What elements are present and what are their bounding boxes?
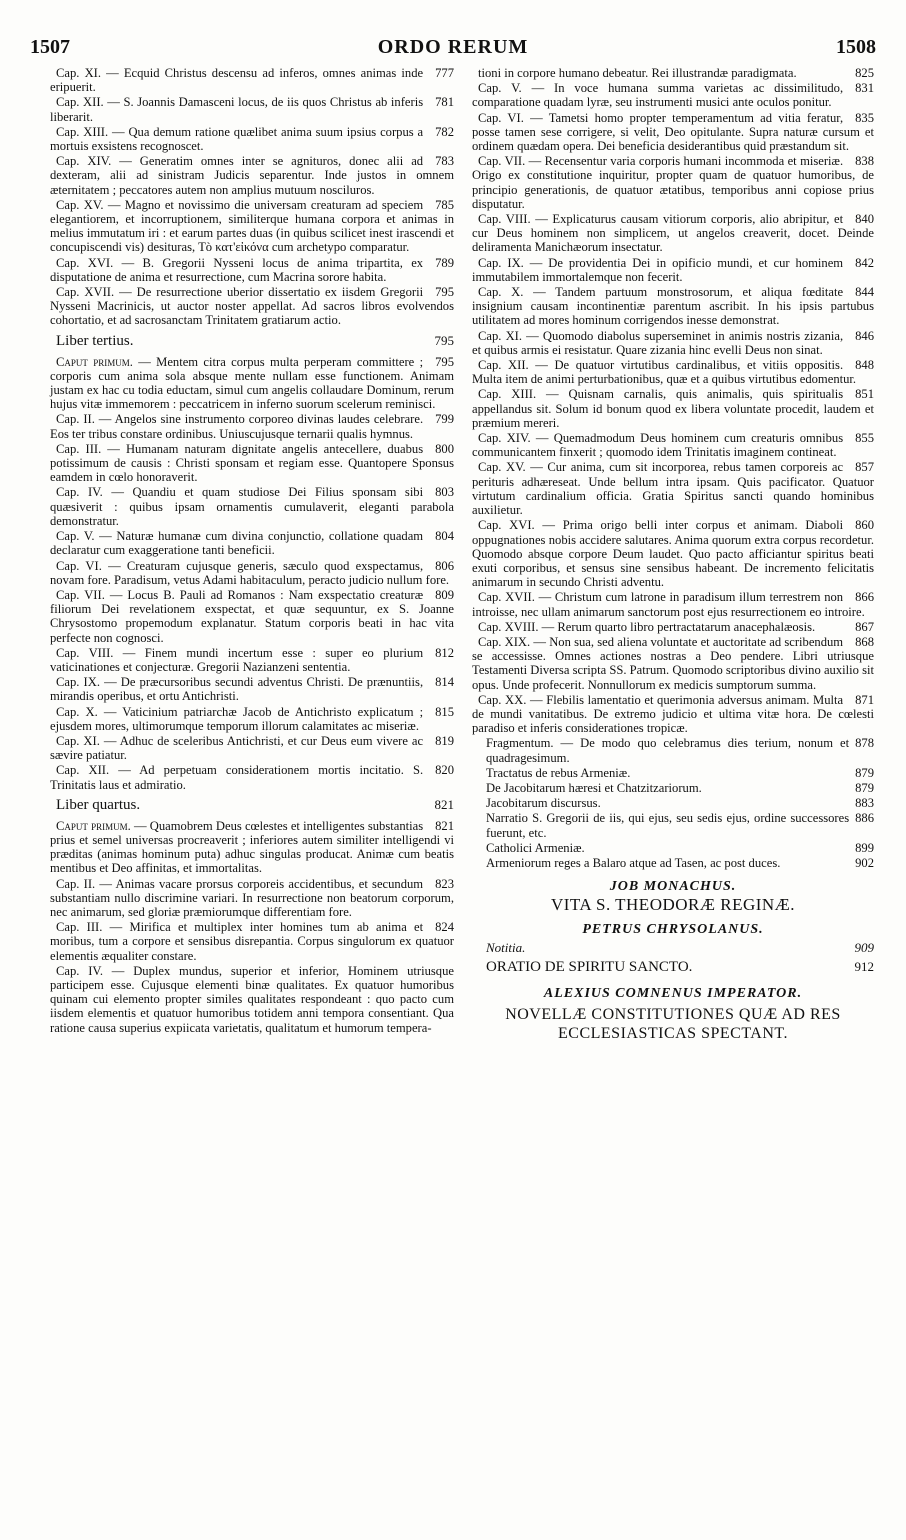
toc-entry-text: Cap. XI. — Quomodo diabolus superseminet in animis nostris zizania, et quibus armis ei resistatur. Quare zizania hinc evelli Deus non sinat. xyxy=(472,328,844,357)
toc-entry xyxy=(50,198,454,255)
toc-entry xyxy=(472,212,874,255)
toc-page-ref: 820 xyxy=(435,763,454,778)
toc-entry-text: Cap. XVIII. — Rerum quarto libro pertractatarum anacephalæosis. xyxy=(478,619,816,634)
toc-entry-text: Cap. XIV. — Generatim omnes inter se agnituros, donec alii ad dexteram, alii ad sinistram Judicis separentur. Inde justos in omnem æternitatem ; peccatores autem non amplius mutuum nosciluros. xyxy=(50,154,454,197)
toc-entry-text: Cap. II. — Angelos sine instrumento corporeo divinas laudes celebrare. Eos ter tribus constare ordinibus. Uniuscujusque ternarii qualis hymnus. xyxy=(50,412,424,441)
toc-entry-text: Cap. XVII. — De resurrectione uberior dissertatio ex iisdem Gregorii Nysseni Macrinicis, ut auctor noster appellat. Ad sacros libros evolvendos cohortatio, et ad sacrosanctam Trinitatem gratiarum actio. xyxy=(50,285,454,328)
book-page-ref: 795 xyxy=(434,332,454,348)
toc-page-ref: 800 xyxy=(435,441,454,456)
toc-page-ref: 878 xyxy=(855,736,874,751)
right-top-entries xyxy=(472,66,874,735)
toc-entry-text: Cap. VI. — Tametsi homo propter temperamentum ad vitia feratur, posse tamen sese corrigere, si velit, Deo opitulante. Supra naturæ cursum et ordinem quædam opera. Dei beneficia desiderantibus quid præstandum sit. xyxy=(472,110,874,154)
toc-entry xyxy=(472,635,874,692)
book-title-tertius xyxy=(56,334,454,352)
toc-page-ref: 871 xyxy=(855,692,874,707)
toc-entry xyxy=(50,734,454,762)
toc-page-ref: 804 xyxy=(435,529,454,544)
toc-entry xyxy=(50,256,454,284)
toc-entry xyxy=(50,559,454,587)
toc-entry xyxy=(472,329,874,357)
toc-page-ref: 899 xyxy=(855,840,874,855)
toc-page-ref: 868 xyxy=(855,634,874,649)
toc-page-ref: 795 xyxy=(435,354,454,369)
toc-page-ref: 815 xyxy=(435,704,454,719)
toc-entry xyxy=(50,355,454,412)
toc-entry xyxy=(50,485,454,528)
toc-page-ref: 848 xyxy=(855,358,874,373)
work-oratio xyxy=(486,960,874,977)
book-page-ref: 821 xyxy=(434,796,454,812)
toc-page-ref: 809 xyxy=(435,587,454,602)
toc-entry xyxy=(50,154,454,197)
toc-page-ref: 879 xyxy=(855,780,874,795)
toc-entry xyxy=(472,387,874,430)
toc-page-ref: 860 xyxy=(855,518,874,533)
toc-entry xyxy=(472,736,874,764)
work-title: Notitia. xyxy=(486,939,526,955)
toc-entry xyxy=(472,66,874,80)
toc-entry-text: Cap. XII. — De quatuor virtutibus cardinalibus, et vitiis oppositis. Multa item de animi perturbationibus, quæ et a quibus virtutibus edomentur. xyxy=(472,358,857,387)
toc-entry-text: Cap. VII. — Recensentur varia corporis humani incommoda et miseriæ. Origo ex constitutione inquiritur, propter quam de quatuor humoribus, de principio generationis, de quatuor ætatibus, temporibus anni copiose prius disputatur. xyxy=(472,154,874,211)
toc-entry xyxy=(472,620,874,634)
toc-page-ref: 782 xyxy=(435,124,454,139)
toc-entry xyxy=(472,81,874,109)
toc-entry xyxy=(472,590,874,618)
toc-entry xyxy=(50,588,454,645)
toc-entry xyxy=(472,811,874,839)
toc-entry-text: Cap. IX. — De præcursoribus secundi adventus Christi. De prænuntiis, mirandis operibus, et ortu Antichristi. xyxy=(50,675,424,704)
toc-page-ref: 846 xyxy=(855,328,874,343)
toc-entry xyxy=(50,95,454,123)
toc-page-ref: 803 xyxy=(435,485,454,500)
toc-entry xyxy=(472,358,874,386)
toc-entry-text: Armeniorum reges a Balaro atque ad Tasen, ac post duces. xyxy=(486,855,781,870)
toc-entry xyxy=(50,877,454,920)
toc-entry-text: — Quamobrem Deus cœlestes et intelligentes substantias prius et semel universas procreaverit ; inferiores autem similiter intelligendi vi præditas (animas hominum puta) adhuc singulas producat. Animæ cum beatis mentibus et Deo affinitas, et immortalitas. xyxy=(50,818,454,876)
work-page-ref: 909 xyxy=(854,939,874,955)
toc-entry xyxy=(50,819,454,876)
work-title: ORATIO DE SPIRITU SANCTO. xyxy=(486,958,693,975)
toc-entry-text: Cap. X. — Tandem partuum monstrosorum, et aliqua fœditate insignium causam incontinentiæ parentum ascribit. In his ipsis partubus utilitatem ad mores hominum corrigendos inesse demonstrat. xyxy=(472,285,874,328)
toc-entry-text: Cap. XVII. — Christum cum latrone in paradisum illum terrestrem non introisse, nec ullam animarum sanctorum post ejus resurrectionem eo introire. xyxy=(472,590,865,619)
toc-entry-text: Cap. V. — In voce humana summa varietas ac dissimilitudo, comparatione quadam lyræ, seu instrumenti musici ante oculos ponitur. xyxy=(472,81,844,110)
toc-entry xyxy=(50,412,454,440)
toc-entry-text: Cap. V. — Naturæ humanæ cum divina conjunctio, collatione quadam declaratur cum exaggeratione tanti beneficii. xyxy=(50,529,424,558)
book4-entries xyxy=(50,819,454,1035)
work-novellae: NOVELLÆ CONSTITUTIONES QUÆ AD RES ECCLESIASTICAS SPECTANT. xyxy=(505,1005,841,1042)
toc-entry-text: Cap. XIII. — Quisnam carnalis, quis animalis, quis spiritualis appellandus sit. Solum id bonum quod ex libera voluntate procedit, laudem et præmium mereri. xyxy=(472,387,874,430)
toc-page-ref: 824 xyxy=(435,920,454,935)
running-title: ORDO RERUM xyxy=(377,36,529,58)
toc-entry-text: Jacobitarum discursus. xyxy=(486,796,601,811)
toc-page-ref: 806 xyxy=(435,558,454,573)
page-header xyxy=(30,36,876,62)
toc-entry-text: tioni in corpore humano debeatur. Rei illustrandæ paradigmata. xyxy=(478,66,797,80)
toc-entry-text: Fragmentum. — De modo quo celebramus dies terium, nonum et quadragesimum. xyxy=(486,736,850,765)
toc-page-ref: 785 xyxy=(435,197,454,212)
author-petrus: PETRUS CHRYSOLANUS. xyxy=(582,921,764,937)
toc-entry-text: Cap. XIX. — Non sua, sed aliena voluntate et auctoritate ad scribendum se accessisse. Omnes actiones nostras a Deo pendere. Libri utriusque Testamenti Diversa scripta SS. Patrum. Quomodo scriptoribus divino auxilio sit opus. Unde profecerit. Nonnullorum ex medicis sumptorum summa. xyxy=(472,634,874,692)
toc-entry-text: Cap. XVI. — B. Gregorii Nysseni locus de anima tripartita, ex disputatione de anima et resurrectione, cum Macrina sorore habita. xyxy=(50,255,424,284)
toc-page-ref: 851 xyxy=(855,387,874,402)
toc-entry-text: Tractatus de rebus Armeniæ. xyxy=(486,765,631,780)
toc-page-ref: 795 xyxy=(435,285,454,300)
toc-entry-text: Cap. VIII. — Finem mundi incertum esse : super eo plurium vaticinationes et conjecturæ. Gregorii Nazianzeni sententia. xyxy=(50,645,424,674)
toc-entry xyxy=(472,693,874,736)
right-column xyxy=(472,66,874,1043)
toc-caput-label: Caput primum. xyxy=(56,354,133,369)
work-page-ref: 912 xyxy=(854,958,874,974)
left-column xyxy=(50,66,454,1036)
toc-entry xyxy=(472,766,874,780)
toc-entry xyxy=(50,705,454,733)
toc-entry-text: Cap. VIII. — Explicaturus causam vitiorum corporis, alio abripitur, et cur Deus hominem non simplicem, ut angelos creaverit, docet. Deinde deliramenta Manichæorum insectatur. xyxy=(472,212,874,255)
toc-page-ref: 902 xyxy=(855,855,874,870)
toc-entry xyxy=(50,920,454,963)
author-job: JOB MONACHUS. xyxy=(609,879,737,895)
book-title-text: Liber tertius. xyxy=(56,332,134,349)
toc-entry-text: Cap. XIII. — Qua demum ratione quælibet anima suum ipsius corpus a mortuis exsistens recognoscet. xyxy=(50,124,424,154)
toc-page-ref: 819 xyxy=(435,733,454,748)
toc-entry-text: Cap. III. — Humanam naturam dignitate angelis antecellere, duabus potissimum de causis : Christi sponsam et regiam esse. Quantopere Sponsus eamdem in cœlo honoraverit. xyxy=(50,441,454,485)
toc-entry-text: Narratio S. Gregorii de iis, qui ejus, seu sedis ejus, ordine successores fuerunt, etc. xyxy=(486,811,850,840)
toc-entry-text: Cap. IV. — Duplex mundus, superior et inferior, Hominem utriusque participem esse. Cujusque elementi binæ qualitates. Ex quatuor humoribus quinam cui elemento propter similes qualitates respondeant : quo pacto cum iisdem elementis et quatuor humoribus totidem anni tempora consentiant. Qua ratione causa superius expiicata varietatis, qualitatum et humorum tempera- xyxy=(50,963,454,1035)
work-vita-theodorae: VITA S. THEODORÆ REGINÆ. xyxy=(550,895,796,915)
left-top-entries xyxy=(50,66,454,328)
toc-entry-text: De Jacobitarum hæresi et Chatzitzariorum. xyxy=(486,780,702,795)
toc-entry xyxy=(50,675,454,703)
toc-entry xyxy=(50,964,454,1035)
toc-page-ref: 879 xyxy=(855,765,874,780)
toc-entry xyxy=(472,431,874,459)
left-page-number: 1507 xyxy=(30,36,70,58)
toc-entry-text: Cap. XIV. — Quemadmodum Deus hominem cum creaturis omnibus communicantem finxerit ; quomodo idem Trinitatis imaginem contineat. xyxy=(472,431,844,460)
toc-entry xyxy=(50,763,454,791)
toc-entry-text: Cap. XI. — Ecquid Christus descensu ad inferos, omnes animas inde eripuerit. xyxy=(50,66,424,95)
toc-entry xyxy=(50,442,454,485)
toc-entry-text: Cap. XI. — Adhuc de sceleribus Antichristi, et cur Deus eum vivere ac sævire patiatur. xyxy=(50,733,424,763)
toc-page-ref: 799 xyxy=(435,412,454,427)
right-page-number: 1508 xyxy=(836,36,876,58)
book3-entries xyxy=(50,355,454,792)
toc-entry xyxy=(472,518,874,589)
toc-entry-text: Cap. VII. — Locus B. Pauli ad Romanos : Nam exspectatio creaturæ filiorum Dei revelationem exspectat, et quæ sequuntur, ex S. Joanne Chrysostomo propemodum explanatur. Statum corporis beati in hac vita perfecte non cognosci. xyxy=(50,587,454,645)
toc-page-ref: 886 xyxy=(855,811,874,826)
toc-page-ref: 855 xyxy=(855,431,874,446)
fragment-entries xyxy=(472,736,874,870)
toc-page-ref: 844 xyxy=(855,285,874,300)
toc-page-ref: 831 xyxy=(855,81,874,96)
toc-entry xyxy=(50,529,454,557)
toc-page-ref: 812 xyxy=(435,645,454,660)
toc-entry xyxy=(472,256,874,284)
toc-entry xyxy=(472,154,874,211)
toc-page-ref: 842 xyxy=(855,255,874,270)
toc-page-ref: 835 xyxy=(855,110,874,125)
toc-page-ref: 838 xyxy=(855,154,874,169)
toc-entry xyxy=(50,125,454,153)
toc-page-ref: 814 xyxy=(435,675,454,690)
toc-entry-text: Cap. X. — Vaticinium patriarchæ Jacob de Antichristo explicatum ; ejusdem mores, ultimorumque temporum illorum calamitates ac miseriæ. xyxy=(50,704,424,733)
toc-entry xyxy=(472,796,874,810)
toc-entry xyxy=(50,646,454,674)
toc-page-ref: 857 xyxy=(855,460,874,475)
toc-caput-label: Caput primum. xyxy=(56,818,131,833)
toc-entry-text: Cap. XII. — Ad perpetuam considerationem mortis incitatio. S. Trinitatis laus et admiratio. xyxy=(50,763,424,792)
book-title-text: Liber quartus. xyxy=(56,796,141,813)
toc-page-ref: 789 xyxy=(435,255,454,270)
toc-page-ref: 823 xyxy=(435,876,454,891)
toc-entry xyxy=(472,781,874,795)
toc-page-ref: 783 xyxy=(435,154,454,169)
toc-entry-text: Cap. II. — Animas vacare prorsus corporeis accidentibus, et secundum substantiam nullo discrimine variari. In resurrectione non beatorum corporum, nec animarum, sed gloriæ præmiorumque differentiam fore. xyxy=(50,876,454,919)
toc-entry xyxy=(472,285,874,328)
toc-page-ref: 883 xyxy=(855,796,874,811)
toc-entry-text: Cap. XII. — S. Joannis Damasceni locus, de iis quos Christus ab inferis liberarit. xyxy=(50,95,424,124)
toc-entry xyxy=(472,460,874,517)
toc-entry-text: Cap. VI. — Creaturam cujusque generis, sæculo quod exspectamus, novam fore. Paradisum, vetus Adami habitaculum, peracto judicio nullum fore. xyxy=(50,558,450,587)
toc-entry xyxy=(472,111,874,154)
toc-entry-text: Cap. III. — Mirifica et multiplex inter homines tum ab anima et moribus, tum a corpore et sensibus disrepantia. Corpus singulorum ex quatuor elementis æqualiter constare. xyxy=(50,920,454,963)
toc-page-ref: 867 xyxy=(855,619,874,634)
toc-page-ref: 821 xyxy=(435,818,454,833)
toc-entry-text: Cap. IV. — Quandiu et quam studiose Dei Filius sponsam sibi quæsiverit : quibus ipsam ornamentis cumulaverit, eleganti parabola demonstratur. xyxy=(50,485,454,528)
toc-entry-text: Cap. XX. — Flebilis lamentatio et querimonia adversus animam. Multa de mundi vanitatibus. De extremo judicio et ultima vitæ hora. De cœlesti paradiso et inferis considerationes tropicæ. xyxy=(472,692,874,736)
toc-page-ref: 866 xyxy=(855,590,874,605)
toc-entry xyxy=(472,841,874,855)
toc-entry xyxy=(472,856,874,870)
toc-entry-text: Catholici Armeniæ. xyxy=(486,840,585,855)
toc-entry-text: Cap. XV. — Cur anima, cum sit incorporea, rebus tamen corporeis ac perituris adhæreseat. Unde bellum intra ipsam. Quis pacificator. Quatuor virtutum cardinalium officia. Gratia Spiritus sancti quando hominibus auxilietur. xyxy=(472,460,874,518)
book-title-quartus xyxy=(56,798,454,816)
toc-page-ref: 840 xyxy=(855,212,874,227)
toc-entry-text: — Mentem citra corpus multa perperam committere ; corporis cum anima sola absque mente nullam esse functionem. Animam justam ex hac cu todia eductam, simul cum angelis collaudare Dominum, rerum hujus vitæ immemorem : peccatricem in inferno suorum scelerum reminisci. xyxy=(50,354,454,412)
toc-entry xyxy=(50,285,454,328)
toc-entry-text: Cap. IX. — De providentia Dei in opificio mundi, et cur hominem immutabilem immortalemque non fecerit. xyxy=(472,255,844,284)
toc-page-ref: 781 xyxy=(435,95,454,110)
toc-entry-text: Cap. XVI. — Prima origo belli inter corpus et animam. Diaboli oppugnationes nobis accidere salutares. Anima quorum extra corpus recordetur. Quomodo absque corpore Deum laudet. Quo pacto afficiantur spiritus beati exuti corporibus, et sensus sine sensibus habeant. De incremento felicitatis animarum in secundo Christi adventu. xyxy=(472,518,874,590)
author-alexius: ALEXIUS COMNENUS IMPERATOR. xyxy=(543,985,803,1001)
toc-page-ref: 825 xyxy=(855,66,874,80)
toc-entry xyxy=(50,66,454,94)
toc-page-ref: 777 xyxy=(435,66,454,80)
work-notitia xyxy=(486,941,874,958)
toc-entry-text: Cap. XV. — Magno et novissimo die universam creaturam ad speciem elegantiorem, et incorruptionem, similiterque humana corpora et animas in melius immutatum iri : et earum partes duas (in quibus scilicet inest irascendi et concupiscendi vis) desituras, Tò κατ'εἰκόνα cum archetypo comparatur. xyxy=(50,197,454,255)
